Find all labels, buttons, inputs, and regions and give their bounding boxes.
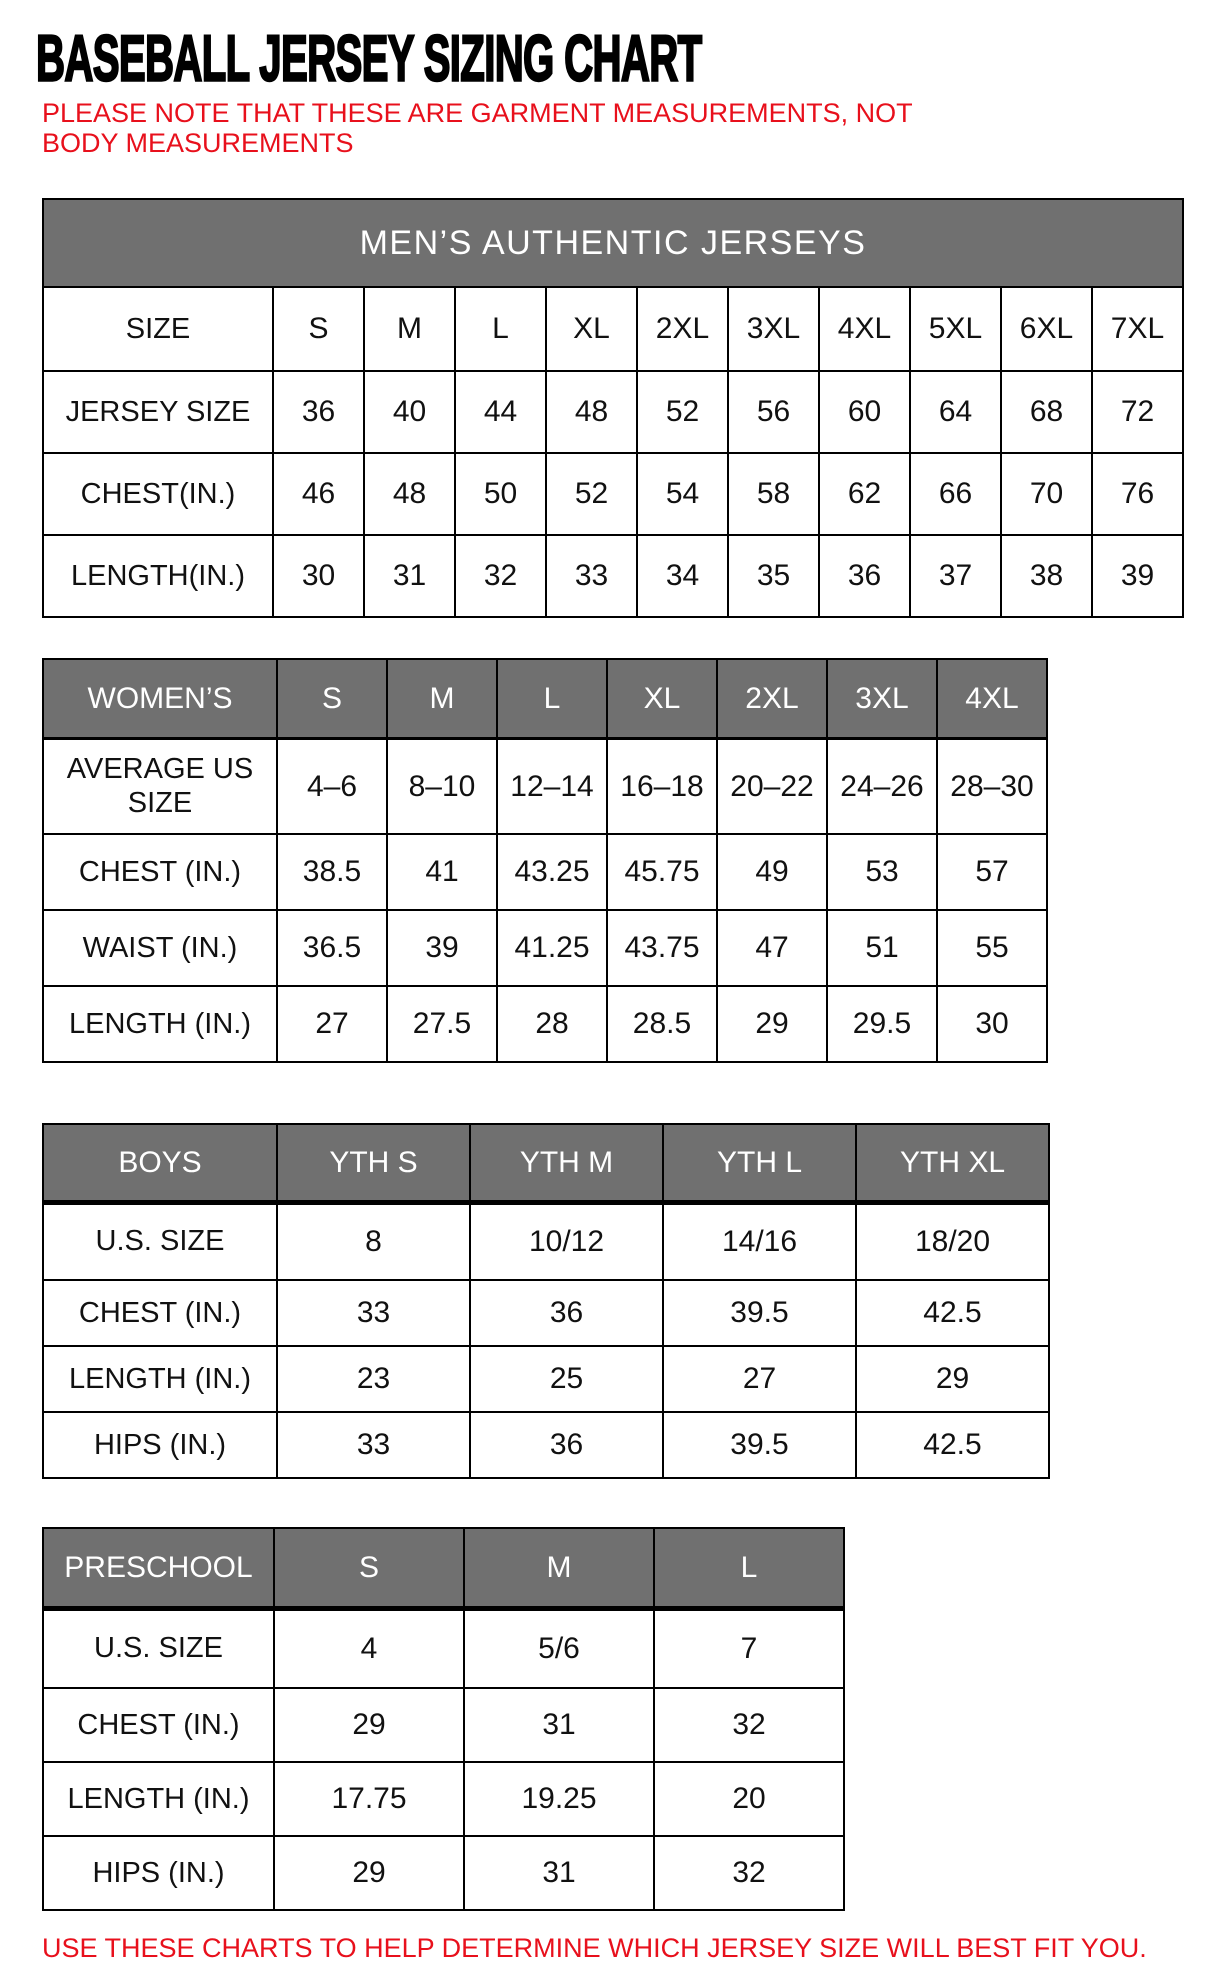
column-header: YTH M bbox=[470, 1124, 663, 1202]
cell-value: 48 bbox=[364, 453, 455, 535]
cell-value: 38.5 bbox=[277, 834, 387, 910]
column-header: BOYS bbox=[43, 1124, 277, 1202]
sizing-table-mens bbox=[42, 198, 1184, 618]
cell-value: 39 bbox=[387, 910, 497, 986]
cell-value: 60 bbox=[819, 371, 910, 453]
cell-value: 42.5 bbox=[856, 1280, 1049, 1346]
cell-value: 39 bbox=[1092, 535, 1183, 617]
column-header: 2XL bbox=[637, 287, 728, 371]
cell-value: 53 bbox=[827, 834, 937, 910]
cell-value: 32 bbox=[654, 1688, 844, 1762]
column-header: 3XL bbox=[728, 287, 819, 371]
column-header: 7XL bbox=[1092, 287, 1183, 371]
column-header: YTH XL bbox=[856, 1124, 1049, 1202]
cell-value: 17.75 bbox=[274, 1762, 464, 1836]
table-row bbox=[43, 1412, 1049, 1478]
cell-value: 7 bbox=[654, 1608, 844, 1688]
table-row bbox=[43, 738, 1047, 834]
table-row bbox=[43, 1608, 844, 1688]
cell-value: 42.5 bbox=[856, 1412, 1049, 1478]
cell-value: 29.5 bbox=[827, 986, 937, 1062]
cell-value: 41 bbox=[387, 834, 497, 910]
cell-value: 8 bbox=[277, 1202, 470, 1280]
column-header: S bbox=[273, 287, 364, 371]
garment-measurements-note: PLEASE NOTE THAT THESE ARE GARMENT MEASUREMENTS, NOT BODY MEASUREMENTS bbox=[42, 98, 913, 158]
cell-value: 24–26 bbox=[827, 738, 937, 834]
cell-value: 27 bbox=[663, 1346, 856, 1412]
table-banner: MEN’S AUTHENTIC JERSEYS bbox=[43, 199, 1183, 287]
cell-value: 76 bbox=[1092, 453, 1183, 535]
cell-value: 38 bbox=[1001, 535, 1092, 617]
column-header: L bbox=[654, 1528, 844, 1608]
table-row bbox=[43, 1346, 1049, 1412]
row-label: LENGTH(IN.) bbox=[43, 535, 273, 617]
cell-value: 4–6 bbox=[277, 738, 387, 834]
cell-value: 31 bbox=[364, 535, 455, 617]
column-header: YTH L bbox=[663, 1124, 856, 1202]
cell-value: 36 bbox=[470, 1412, 663, 1478]
cell-value: 51 bbox=[827, 910, 937, 986]
cell-value: 5/6 bbox=[464, 1608, 654, 1688]
cell-value: 14/16 bbox=[663, 1202, 856, 1280]
column-header: 3XL bbox=[827, 659, 937, 738]
table-row bbox=[43, 453, 1183, 535]
row-label: CHEST (IN.) bbox=[43, 834, 277, 910]
cell-value: 57 bbox=[937, 834, 1047, 910]
cell-value: 33 bbox=[546, 535, 637, 617]
table-row bbox=[43, 535, 1183, 617]
cell-value: 4 bbox=[274, 1608, 464, 1688]
cell-value: 25 bbox=[470, 1346, 663, 1412]
cell-value: 8–10 bbox=[387, 738, 497, 834]
cell-value: 47 bbox=[717, 910, 827, 986]
column-header: 4XL bbox=[819, 287, 910, 371]
cell-value: 36.5 bbox=[277, 910, 387, 986]
cell-value: 72 bbox=[1092, 371, 1183, 453]
column-header: WOMEN’S bbox=[43, 659, 277, 738]
page-title: BASEBALL JERSEY SIZING CHART bbox=[36, 22, 702, 95]
cell-value: 39.5 bbox=[663, 1280, 856, 1346]
column-header: 2XL bbox=[717, 659, 827, 738]
cell-value: 40 bbox=[364, 371, 455, 453]
cell-value: 43.75 bbox=[607, 910, 717, 986]
row-label: WAIST (IN.) bbox=[43, 910, 277, 986]
sizing-table-boys bbox=[42, 1123, 1050, 1479]
row-label: HIPS (IN.) bbox=[43, 1836, 274, 1910]
cell-value: 58 bbox=[728, 453, 819, 535]
cell-value: 35 bbox=[728, 535, 819, 617]
cell-value: 27 bbox=[277, 986, 387, 1062]
table-row bbox=[43, 910, 1047, 986]
column-header: PRESCHOOL bbox=[43, 1528, 274, 1608]
cell-value: 29 bbox=[717, 986, 827, 1062]
cell-value: 41.25 bbox=[497, 910, 607, 986]
sizing-table-preschool bbox=[42, 1527, 845, 1911]
cell-value: 33 bbox=[277, 1280, 470, 1346]
row-label: HIPS (IN.) bbox=[43, 1412, 277, 1478]
column-header: L bbox=[455, 287, 546, 371]
cell-value: 66 bbox=[910, 453, 1001, 535]
cell-value: 55 bbox=[937, 910, 1047, 986]
cell-value: 70 bbox=[1001, 453, 1092, 535]
cell-value: 30 bbox=[273, 535, 364, 617]
table-row bbox=[43, 1202, 1049, 1280]
cell-value: 49 bbox=[717, 834, 827, 910]
cell-value: 29 bbox=[856, 1346, 1049, 1412]
column-header: YTH S bbox=[277, 1124, 470, 1202]
cell-value: 37 bbox=[910, 535, 1001, 617]
cell-value: 34 bbox=[637, 535, 728, 617]
cell-value: 48 bbox=[546, 371, 637, 453]
cell-value: 27.5 bbox=[387, 986, 497, 1062]
column-header: 6XL bbox=[1001, 287, 1092, 371]
table-row bbox=[43, 371, 1183, 453]
cell-value: 16–18 bbox=[607, 738, 717, 834]
cell-value: 33 bbox=[277, 1412, 470, 1478]
column-header: S bbox=[274, 1528, 464, 1608]
column-header: L bbox=[497, 659, 607, 738]
cell-value: 29 bbox=[274, 1688, 464, 1762]
cell-value: 56 bbox=[728, 371, 819, 453]
cell-value: 62 bbox=[819, 453, 910, 535]
column-header: M bbox=[364, 287, 455, 371]
table-row bbox=[43, 986, 1047, 1062]
row-label: U.S. SIZE bbox=[43, 1608, 274, 1688]
cell-value: 31 bbox=[464, 1836, 654, 1910]
column-header: XL bbox=[607, 659, 717, 738]
cell-value: 36 bbox=[819, 535, 910, 617]
cell-value: 31 bbox=[464, 1688, 654, 1762]
column-header: M bbox=[387, 659, 497, 738]
cell-value: 18/20 bbox=[856, 1202, 1049, 1280]
row-label: LENGTH (IN.) bbox=[43, 1346, 277, 1412]
row-label: LENGTH (IN.) bbox=[43, 1762, 274, 1836]
row-label: CHEST(IN.) bbox=[43, 453, 273, 535]
cell-value: 50 bbox=[455, 453, 546, 535]
cell-value: 20–22 bbox=[717, 738, 827, 834]
fit-advice-note: USE THESE CHARTS TO HELP DETERMINE WHICH JERSEY SIZE WILL BEST FIT YOU. bbox=[42, 1933, 1147, 1964]
table-row bbox=[43, 1836, 844, 1910]
row-label: AVERAGE US SIZE bbox=[43, 738, 277, 834]
cell-value: 28.5 bbox=[607, 986, 717, 1062]
cell-value: 23 bbox=[277, 1346, 470, 1412]
cell-value: 28–30 bbox=[937, 738, 1047, 834]
cell-value: 20 bbox=[654, 1762, 844, 1836]
column-header: 5XL bbox=[910, 287, 1001, 371]
row-label: CHEST (IN.) bbox=[43, 1688, 274, 1762]
column-header: S bbox=[277, 659, 387, 738]
cell-value: 68 bbox=[1001, 371, 1092, 453]
table-row bbox=[43, 834, 1047, 910]
cell-value: 30 bbox=[937, 986, 1047, 1062]
table-row bbox=[43, 1762, 844, 1836]
row-label: U.S. SIZE bbox=[43, 1202, 277, 1280]
cell-value: 64 bbox=[910, 371, 1001, 453]
column-header: SIZE bbox=[43, 287, 273, 371]
cell-value: 54 bbox=[637, 453, 728, 535]
table-row bbox=[43, 1688, 844, 1762]
cell-value: 19.25 bbox=[464, 1762, 654, 1836]
row-label: JERSEY SIZE bbox=[43, 371, 273, 453]
column-header: M bbox=[464, 1528, 654, 1608]
cell-value: 36 bbox=[470, 1280, 663, 1346]
cell-value: 45.75 bbox=[607, 834, 717, 910]
cell-value: 29 bbox=[274, 1836, 464, 1910]
cell-value: 32 bbox=[654, 1836, 844, 1910]
row-label: CHEST (IN.) bbox=[43, 1280, 277, 1346]
cell-value: 52 bbox=[637, 371, 728, 453]
cell-value: 46 bbox=[273, 453, 364, 535]
cell-value: 28 bbox=[497, 986, 607, 1062]
cell-value: 12–14 bbox=[497, 738, 607, 834]
cell-value: 10/12 bbox=[470, 1202, 663, 1280]
cell-value: 32 bbox=[455, 535, 546, 617]
table-row bbox=[43, 1280, 1049, 1346]
column-header: 4XL bbox=[937, 659, 1047, 738]
cell-value: 52 bbox=[546, 453, 637, 535]
cell-value: 39.5 bbox=[663, 1412, 856, 1478]
row-label: LENGTH (IN.) bbox=[43, 986, 277, 1062]
cell-value: 43.25 bbox=[497, 834, 607, 910]
cell-value: 36 bbox=[273, 371, 364, 453]
column-header: XL bbox=[546, 287, 637, 371]
cell-value: 44 bbox=[455, 371, 546, 453]
sizing-table-womens bbox=[42, 658, 1048, 1063]
